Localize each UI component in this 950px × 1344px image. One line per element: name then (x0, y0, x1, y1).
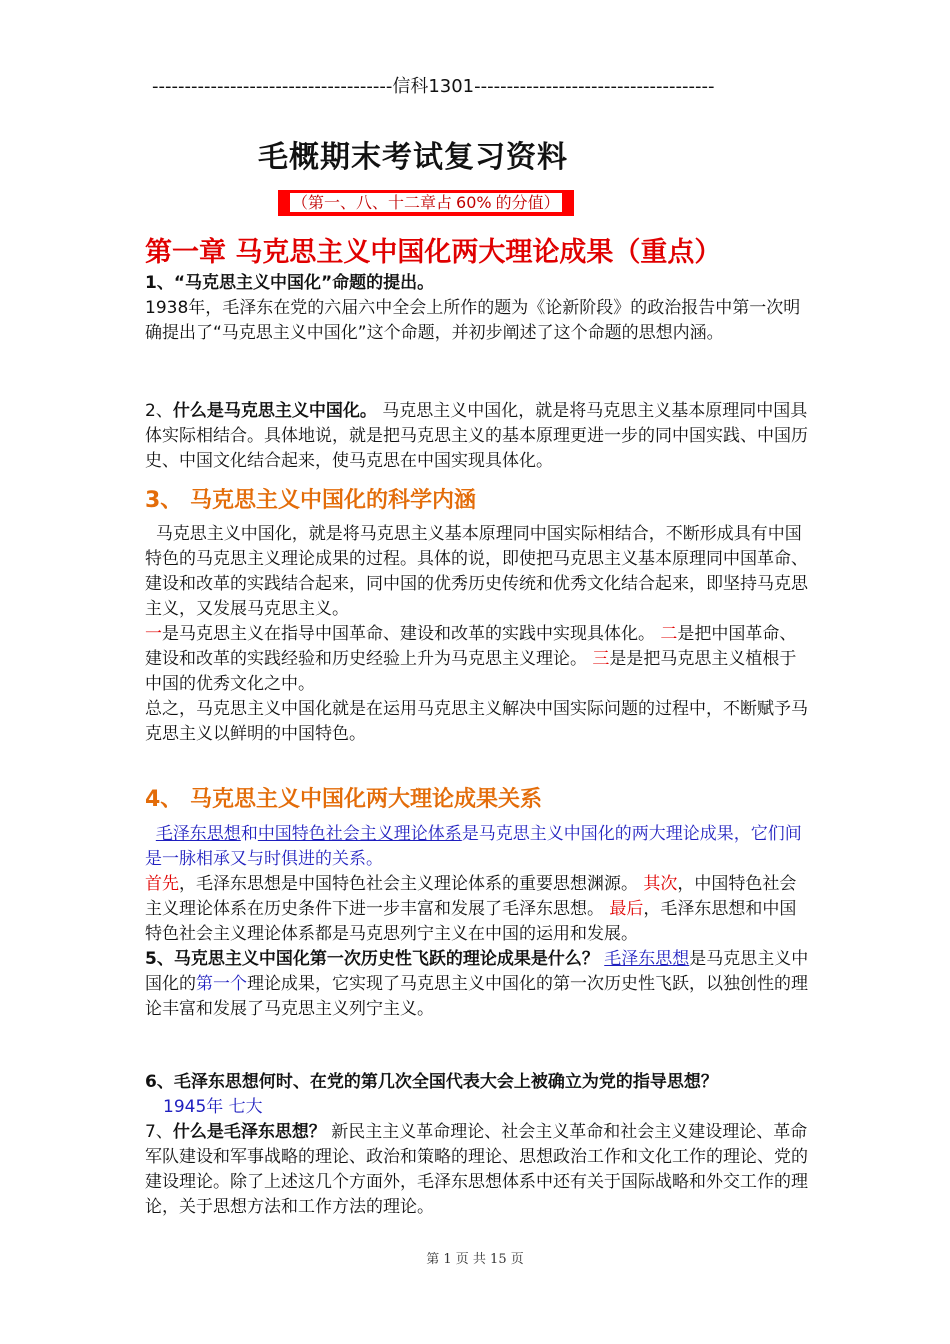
subtitle-part3: 的分值） (495, 193, 560, 212)
document-title: 毛概期末考试复习资料 (258, 140, 568, 175)
q4-last-text: ，毛泽东思想和中国特色社会主义理论体系都是马克思列宁主义在中国的运用和发展。 (145, 899, 797, 944)
q5-first: 第一个 (196, 974, 247, 994)
q3-three: 三 (592, 649, 610, 669)
q5-mid: 是马克思主义中国化的 (145, 949, 809, 994)
q4-second: 其次 (643, 874, 678, 894)
page-header (152, 72, 802, 98)
q3-two-text: 是把中国革命、建设和改革的实践经验和历史经验上升为马克思主义理论。 (145, 624, 797, 669)
q2-prefix: 2、 (145, 401, 173, 421)
q4-second-text: ，中国特色社会主义理论体系在历史条件下进一步丰富和发展了毛泽东思想。 (145, 874, 797, 919)
q3-summary: 总之，马克思主义中国化就是在运用马克思主义解决中国实际问题的过程中，不断赋予马克思主义以鲜明的中国特色。 (145, 699, 808, 744)
q6-answer: 1945年 七大 (163, 1097, 263, 1117)
section-q1 (145, 271, 810, 346)
header-dashes-right: ------------------------------------- (474, 76, 715, 97)
q1-heading: 1、“马克思主义中国化”命题的提出。 (145, 273, 435, 293)
q6-heading: 6、毛泽东思想何时、在党的第几次全国代表大会上被确立为党的指导思想？ (145, 1072, 718, 1092)
page-footer: 第 1 页 共 15 页 (426, 1252, 524, 1267)
subtitle-highlight (278, 190, 574, 216)
q7-heading: 什么是毛泽东思想？ (172, 1122, 326, 1142)
chapter-title: 第一章 马克思主义中国化两大理论成果（重点） (145, 237, 722, 268)
q4-last: 最后 (609, 899, 644, 919)
q4-first-text: ，毛泽东思想是中国特色社会主义理论体系的重要思想渊源。 (179, 874, 644, 894)
q4-link-socialism-theory[interactable]: 中国特色社会主义理论体系 (257, 824, 462, 844)
q3-two: 二 (660, 624, 678, 644)
section-q6 (145, 1070, 810, 1120)
q3-three-text: 是是把马克思主义植根于中国的优秀文化之中。 (145, 649, 797, 694)
subtitle-part2: 60% (456, 193, 492, 212)
q4-and: 和 (240, 824, 258, 844)
q4-link-mao-thought[interactable]: 毛泽东思想 (155, 824, 241, 844)
section-q7 (145, 1120, 810, 1220)
q4-rest: 是马克思主义中国化的两大理论成果，它们间是一脉相承又与时俱进的关系。 (145, 824, 802, 869)
q2-text: 马克思主义中国化，就是将马克思主义基本原理同中国具体实际相结合。具体地说，就是把马克思主义的基本原理更进一步的同中国实践、中国历史、中国文化结合起来，使马克思在中国实现具体化。 (145, 401, 808, 471)
q3-one: 一 (145, 624, 162, 644)
q7-text: 新民主主义革命理论、社会主义革命和社会主义建设理论、革命军队建设和军事战略的理论、政治和策略的理论、思想政治工作和文化工作的理论、党的建设理论。除了上述这几个方面外，毛泽东思想体系中还有关于国际战略和外交工作的理论，关于思想方法和工作方法的理论。 (145, 1122, 808, 1217)
section-q3 (145, 522, 810, 747)
q1-text: 1938年，毛泽东在党的六届六中全会上所作的题为《论新阶段》的政治报告中第一次明确提出了“马克思主义中国化”这个命题，并初步阐述了这个命题的思想内涵。 (145, 298, 801, 343)
section-q4 (145, 822, 810, 1022)
q5-heading: 5、马克思主义中国化第一次历史性飞跃的理论成果是什么？ (145, 949, 599, 969)
q4-first: 首先 (145, 874, 179, 894)
q2-heading: 什么是马克思主义中国化。 (172, 401, 377, 421)
header-dashes-left: ------------------------------------- (152, 76, 393, 97)
section-q2 (145, 399, 810, 474)
q3-one-text: 是马克思主义在指导中国革命、建设和改革的实践中实现具体化。 (162, 624, 661, 644)
q3-heading: 3、 马克思主义中国化的科学内涵 (145, 488, 476, 513)
q5-rest: 理论成果，它实现了马克思主义中国化的第一次历史性飞跃，以独创性的理论丰富和发展了马克思主义列宁主义。 (145, 974, 808, 1019)
subtitle-part1: （第一、八、十二章占 (292, 193, 453, 212)
header-class-name: 信科1301 (392, 76, 475, 97)
q7-prefix: 7、 (145, 1122, 173, 1142)
q4-heading: 4、 马克思主义中国化两大理论成果关系 (145, 787, 542, 812)
q3-para1: 马克思主义中国化，就是将马克思主义基本原理同中国实际相结合，不断形成具有中国特色的马克思主义理论成果的过程。具体的说，即使把马克思主义基本原理同中国革命、建设和改革的实践结合起来，同中国的优秀历史传统和优秀文化结合起来，即坚持马克思主义，又发展马克思主义。 (145, 524, 808, 619)
q5-link-mao-thought[interactable]: 毛泽东思想 (604, 949, 690, 969)
